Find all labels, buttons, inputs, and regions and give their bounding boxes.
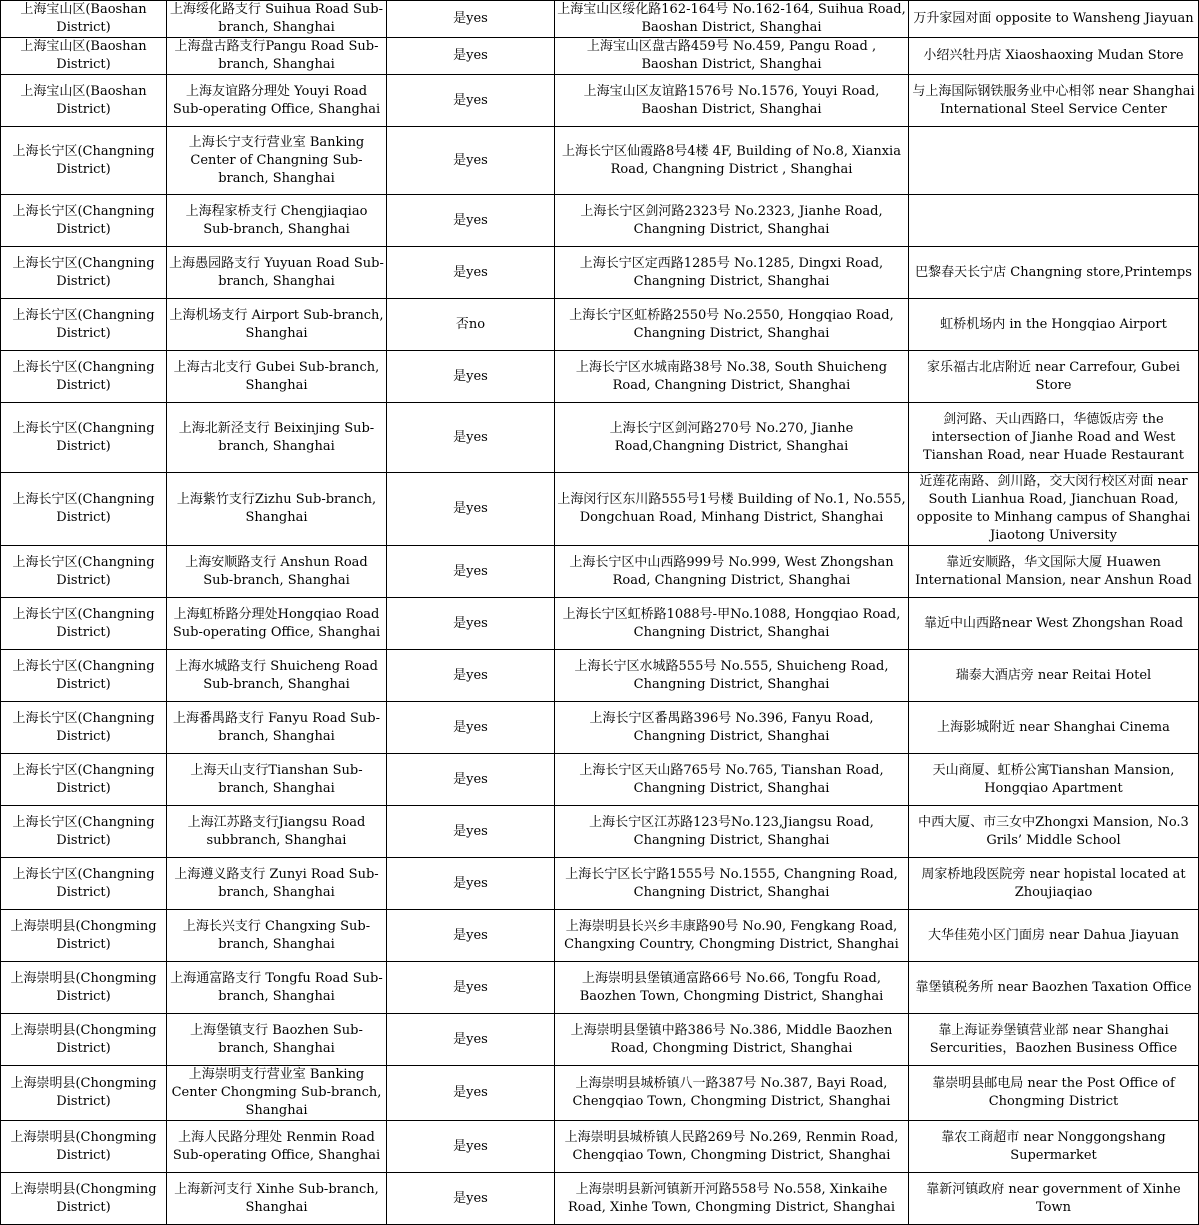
district-cell: 上海崇明县(Chongming District)	[1, 1121, 167, 1173]
table-row	[1, 1014, 1199, 1066]
table-row	[1, 702, 1199, 754]
branch-name-cell: 上海人民路分理处 Renmin Road Sub-operating Office, Shanghai	[167, 1121, 387, 1173]
landmark-cell: 巴黎春天长宁店 Changning store,Printemps	[909, 247, 1199, 299]
branch-name-cell: 上海番禺路支行 Fanyu Road Sub-branch, Shanghai	[167, 702, 387, 754]
branch-name-cell: 上海通富路支行 Tongfu Road Sub-branch, Shanghai	[167, 962, 387, 1014]
district-cell: 上海长宁区(Changning District)	[1, 473, 167, 546]
branch-name-cell: 上海程家桥支行 Chengjiaqiao Sub-branch, Shanghai	[167, 195, 387, 247]
open-status-cell: 是yes	[387, 546, 555, 598]
landmark-cell	[909, 195, 1199, 247]
district-cell: 上海长宁区(Changning District)	[1, 351, 167, 403]
table-row	[1, 195, 1199, 247]
open-status-cell: 是yes	[387, 38, 555, 75]
district-cell: 上海长宁区(Changning District)	[1, 546, 167, 598]
district-cell: 上海宝山区(Baoshan District)	[1, 75, 167, 127]
address-cell: 上海长宁区中山西路999号 No.999, West Zhongshan Road, Changning District, Shanghai	[555, 546, 909, 598]
landmark-cell: 靠农工商超市 near Nonggongshang Supermarket	[909, 1121, 1199, 1173]
district-cell: 上海崇明县(Chongming District)	[1, 962, 167, 1014]
branch-table-body	[1, 1, 1199, 1225]
district-cell: 上海长宁区(Changning District)	[1, 247, 167, 299]
branch-name-cell: 上海绥化路支行 Suihua Road Sub-branch, Shanghai	[167, 1, 387, 38]
branch-name-cell: 上海崇明支行营业室 Banking Center Chongming Sub-branch, Shanghai	[167, 1066, 387, 1121]
open-status-cell: 是yes	[387, 702, 555, 754]
open-status-cell: 是yes	[387, 962, 555, 1014]
landmark-cell: 中西大厦、市三女中Zhongxi Mansion, No.3 Grils’ Middle School	[909, 806, 1199, 858]
landmark-cell: 靠近中山西路near West Zhongshan Road	[909, 598, 1199, 650]
landmark-cell: 剑河路、天山西路口，华德饭店旁 the intersection of Jianhe Road and West Tianshan Road, near Huade Restaurant	[909, 403, 1199, 473]
address-cell: 上海崇明县城桥镇人民路269号 No.269, Renmin Road, Chengqiao Town, Chongming District, Shanghai	[555, 1121, 909, 1173]
open-status-cell: 是yes	[387, 650, 555, 702]
address-cell: 上海长宁区水城南路38号 No.38, South Shuicheng Road, Changning District, Shanghai	[555, 351, 909, 403]
table-row	[1, 1066, 1199, 1121]
district-cell: 上海长宁区(Changning District)	[1, 702, 167, 754]
branch-name-cell: 上海愚园路支行 Yuyuan Road Sub-branch, Shanghai	[167, 247, 387, 299]
table-row	[1, 1121, 1199, 1173]
address-cell: 上海长宁区定西路1285号 No.1285, Dingxi Road, Changning District, Shanghai	[555, 247, 909, 299]
landmark-cell: 上海影城附近 near Shanghai Cinema	[909, 702, 1199, 754]
landmark-cell: 靠新河镇政府 near government of Xinhe Town	[909, 1173, 1199, 1225]
landmark-cell: 与上海国际钢铁服务业中心相邻 near Shanghai International Steel Service Center	[909, 75, 1199, 127]
landmark-cell: 靠堡镇税务所 near Baozhen Taxation Office	[909, 962, 1199, 1014]
open-status-cell: 是yes	[387, 754, 555, 806]
branch-name-cell: 上海天山支行Tianshan Sub-branch, Shanghai	[167, 754, 387, 806]
open-status-cell: 是yes	[387, 1014, 555, 1066]
table-row	[1, 754, 1199, 806]
table-row	[1, 127, 1199, 195]
district-cell: 上海崇明县(Chongming District)	[1, 910, 167, 962]
branch-name-cell: 上海盘古路支行Pangu Road Sub-branch, Shanghai	[167, 38, 387, 75]
open-status-cell: 是yes	[387, 75, 555, 127]
open-status-cell: 是yes	[387, 598, 555, 650]
landmark-cell: 万升家园对面 opposite to Wansheng Jiayuan	[909, 1, 1199, 38]
open-status-cell: 是yes	[387, 1173, 555, 1225]
branch-name-cell: 上海北新泾支行 Beixinjing Sub-branch, Shanghai	[167, 403, 387, 473]
table-row	[1, 403, 1199, 473]
landmark-cell: 近莲花南路、剑川路，交大闵行校区对面 near South Lianhua Road, Jianchuan Road, opposite to Minhang campus of Shanghai Jiaotong University	[909, 473, 1199, 546]
open-status-cell: 否no	[387, 299, 555, 351]
landmark-cell: 小绍兴牡丹店 Xiaoshaoxing Mudan Store	[909, 38, 1199, 75]
district-cell: 上海崇明县(Chongming District)	[1, 1066, 167, 1121]
address-cell: 上海崇明县新河镇新开河路558号 No.558, Xinkaihe Road, Xinhe Town, Chongming District, Shanghai	[555, 1173, 909, 1225]
address-cell: 上海长宁区江苏路123号No.123,Jiangsu Road, Changning District, Shanghai	[555, 806, 909, 858]
district-cell: 上海长宁区(Changning District)	[1, 403, 167, 473]
branch-name-cell: 上海长宁支行营业室 Banking Center of Changning Sub-branch, Shanghai	[167, 127, 387, 195]
district-cell: 上海崇明县(Chongming District)	[1, 1014, 167, 1066]
branch-name-cell: 上海古北支行 Gubei Sub-branch, Shanghai	[167, 351, 387, 403]
district-cell: 上海宝山区(Baoshan District)	[1, 1, 167, 38]
landmark-cell: 瑞泰大酒店旁 near Reitai Hotel	[909, 650, 1199, 702]
district-cell: 上海长宁区(Changning District)	[1, 195, 167, 247]
open-status-cell: 是yes	[387, 1066, 555, 1121]
address-cell: 上海长宁区天山路765号 No.765, Tianshan Road, Changning District, Shanghai	[555, 754, 909, 806]
branch-name-cell: 上海紫竹支行Zizhu Sub-branch, Shanghai	[167, 473, 387, 546]
landmark-cell: 虹桥机场内 in the Hongqiao Airport	[909, 299, 1199, 351]
landmark-cell: 靠上海证券堡镇营业部 near Shanghai Sercurities，Baozhen Business Office	[909, 1014, 1199, 1066]
table-row	[1, 858, 1199, 910]
table-row	[1, 473, 1199, 546]
table-row	[1, 38, 1199, 75]
address-cell: 上海长宁区水城路555号 No.555, Shuicheng Road, Changning District, Shanghai	[555, 650, 909, 702]
landmark-cell: 家乐福古北店附近 near Carrefour, Gubei Store	[909, 351, 1199, 403]
district-cell: 上海长宁区(Changning District)	[1, 598, 167, 650]
table-row	[1, 910, 1199, 962]
open-status-cell: 是yes	[387, 473, 555, 546]
district-cell: 上海长宁区(Changning District)	[1, 806, 167, 858]
address-cell: 上海长宁区剑河路270号 No.270, Jianhe Road,Changning District, Shanghai	[555, 403, 909, 473]
table-row	[1, 1, 1199, 38]
district-cell: 上海崇明县(Chongming District)	[1, 1173, 167, 1225]
district-cell: 上海长宁区(Changning District)	[1, 127, 167, 195]
table-row	[1, 75, 1199, 127]
district-cell: 上海宝山区(Baoshan District)	[1, 38, 167, 75]
landmark-cell: 靠崇明县邮电局 near the Post Office of Chongming District	[909, 1066, 1199, 1121]
table-row	[1, 1173, 1199, 1225]
address-cell: 上海长宁区番禺路396号 No.396, Fanyu Road, Changning District, Shanghai	[555, 702, 909, 754]
address-cell: 上海崇明县堡镇通富路66号 No.66, Tongfu Road, Baozhen Town, Chongming District, Shanghai	[555, 962, 909, 1014]
table-row	[1, 806, 1199, 858]
address-cell: 上海崇明县长兴乡丰康路90号 No.90, Fengkang Road, Changxing Country, Chongming District, Shanghai	[555, 910, 909, 962]
open-status-cell: 是yes	[387, 127, 555, 195]
address-cell: 上海崇明县堡镇中路386号 No.386, Middle Baozhen Road, Chongming District, Shanghai	[555, 1014, 909, 1066]
open-status-cell: 是yes	[387, 1, 555, 38]
table-row	[1, 546, 1199, 598]
landmark-cell: 天山商厦、虹桥公寓Tianshan Mansion, Hongqiao Apartment	[909, 754, 1199, 806]
address-cell: 上海长宁区仙霞路8号4楼 4F, Building of No.8, Xianxia Road, Changning District , Shanghai	[555, 127, 909, 195]
address-cell: 上海宝山区友谊路1576号 No.1576, Youyi Road, Baoshan District, Shanghai	[555, 75, 909, 127]
landmark-cell: 靠近安顺路，华文国际大厦 Huawen International Mansion, near Anshun Road	[909, 546, 1199, 598]
table-row	[1, 598, 1199, 650]
open-status-cell: 是yes	[387, 858, 555, 910]
address-cell: 上海长宁区剑河路2323号 No.2323, Jianhe Road, Changning District, Shanghai	[555, 195, 909, 247]
landmark-cell: 周家桥地段医院旁 near hopistal located at Zhoujiaqiao	[909, 858, 1199, 910]
district-cell: 上海长宁区(Changning District)	[1, 754, 167, 806]
address-cell: 上海崇明县城桥镇八一路387号 No.387, Bayi Road, Chengqiao Town, Chongming District, Shanghai	[555, 1066, 909, 1121]
open-status-cell: 是yes	[387, 403, 555, 473]
open-status-cell: 是yes	[387, 195, 555, 247]
district-cell: 上海长宁区(Changning District)	[1, 299, 167, 351]
branch-name-cell: 上海堡镇支行 Baozhen Sub-branch, Shanghai	[167, 1014, 387, 1066]
branch-name-cell: 上海机场支行 Airport Sub-branch, Shanghai	[167, 299, 387, 351]
table-row	[1, 650, 1199, 702]
table-row	[1, 299, 1199, 351]
branch-name-cell: 上海长兴支行 Changxing Sub-branch, Shanghai	[167, 910, 387, 962]
branch-name-cell: 上海遵义路支行 Zunyi Road Sub-branch, Shanghai	[167, 858, 387, 910]
landmark-cell	[909, 127, 1199, 195]
landmark-cell: 大华佳苑小区门面房 near Dahua Jiayuan	[909, 910, 1199, 962]
open-status-cell: 是yes	[387, 910, 555, 962]
district-cell: 上海长宁区(Changning District)	[1, 858, 167, 910]
branch-name-cell: 上海江苏路支行Jiangsu Road subbranch, Shanghai	[167, 806, 387, 858]
address-cell: 上海长宁区虹桥路2550号 No.2550, Hongqiao Road, Changning District, Shanghai	[555, 299, 909, 351]
branch-name-cell: 上海新河支行 Xinhe Sub-branch, Shanghai	[167, 1173, 387, 1225]
table-row	[1, 247, 1199, 299]
address-cell: 上海长宁区虹桥路1088号-甲No.1088, Hongqiao Road, Changning District, Shanghai	[555, 598, 909, 650]
table-row	[1, 962, 1199, 1014]
address-cell: 上海宝山区盘古路459号 No.459, Pangu Road , Baoshan District, Shanghai	[555, 38, 909, 75]
address-cell: 上海长宁区长宁路1555号 No.1555, Changning Road, Changning District, Shanghai	[555, 858, 909, 910]
branch-name-cell: 上海安顺路支行 Anshun Road Sub-branch, Shanghai	[167, 546, 387, 598]
open-status-cell: 是yes	[387, 806, 555, 858]
address-cell: 上海闵行区东川路555号1号楼 Building of No.1, No.555, Dongchuan Road, Minhang District, Shanghai	[555, 473, 909, 546]
open-status-cell: 是yes	[387, 1121, 555, 1173]
open-status-cell: 是yes	[387, 351, 555, 403]
branch-name-cell: 上海友谊路分理处 Youyi Road Sub-operating Office, Shanghai	[167, 75, 387, 127]
district-cell: 上海长宁区(Changning District)	[1, 650, 167, 702]
open-status-cell: 是yes	[387, 247, 555, 299]
table-row	[1, 351, 1199, 403]
branch-name-cell: 上海水城路支行 Shuicheng Road Sub-branch, Shanghai	[167, 650, 387, 702]
branch-name-cell: 上海虹桥路分理处Hongqiao Road Sub-operating Office, Shanghai	[167, 598, 387, 650]
address-cell: 上海宝山区绥化路162-164号 No.162-164, Suihua Road, Baoshan District, Shanghai	[555, 1, 909, 38]
